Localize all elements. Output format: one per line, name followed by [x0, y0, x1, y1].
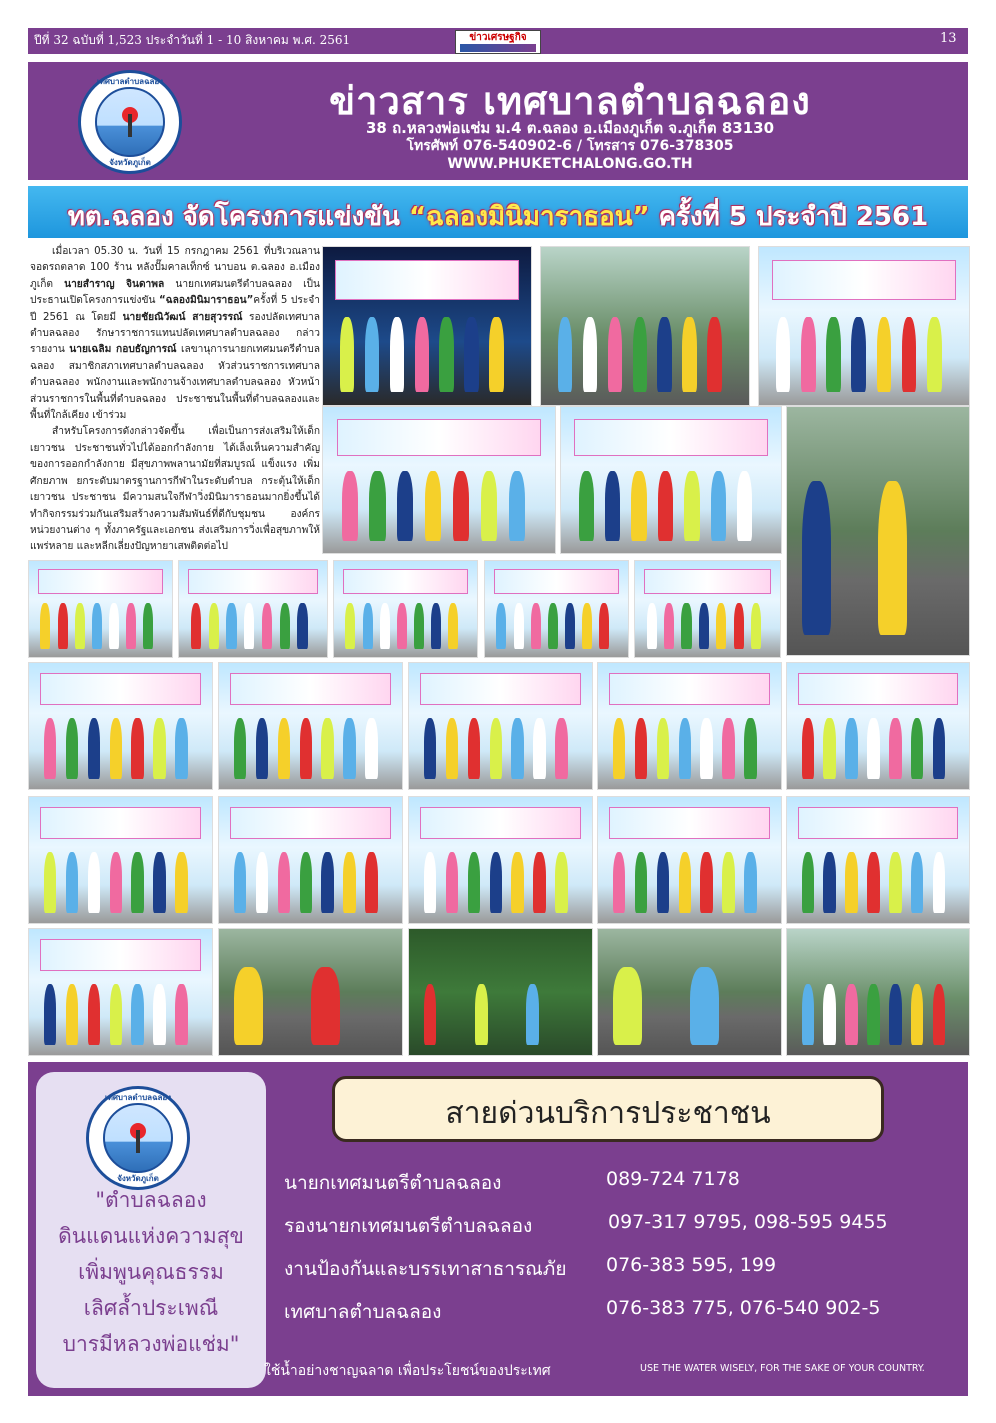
person-figure	[280, 603, 290, 649]
event-photo	[786, 662, 970, 790]
event-photo	[786, 796, 970, 924]
person-figure	[734, 603, 744, 649]
person-figure	[722, 718, 735, 778]
event-banner	[574, 419, 768, 456]
person-figure	[278, 852, 291, 912]
event-name: “ฉลองมินิมาราธอน”	[158, 295, 254, 307]
person-figure	[867, 718, 880, 778]
event-banner	[420, 673, 581, 705]
page-number: 13	[940, 31, 957, 46]
person-figure	[555, 718, 568, 778]
event-banner	[40, 673, 201, 705]
event-banner	[38, 569, 164, 594]
newsletter-title: ข่าวสาร เทศบาลตำบลฉลอง	[329, 79, 811, 123]
person-figure	[343, 718, 356, 778]
event-photo	[28, 662, 213, 790]
article-paragraph-2: สำหรับโครงการดังกล่าวจัดขึ้น เพื่อเป็นการส่งเสริมให้เด็ก เยาวชน ประชาชนทั่วไปได้ออกกำลังกาย ได้เล็งเห็นความสำคัญของการออกกำลังกาย มีสุขภาพพลานามัยที่สมบูรณ์ แข็งแรง เพิ่มศักยภาพ ยกระดับมาตรฐานการกีฬาในระดับตำบล กระตุ้นให้เด็ก เยาวชน ประชาชน มีความสนใจกีฬาวิ่งมินิมาราธอนมากยิ่งขึ้นได้ทำกิจกรรมร่วมกันเสริมสร้างความสัมพันธ์ที่ดีกับชุมชน องค์กร หน่วยงานต่าง ๆ ทั้งภาครัฐและเอกชน ส่งเสริมการวิ่งเพื่อสุขภาพให้แพร่หลาย และหลีกเลี่ยงปัญหายาเสพติดต่อไป	[30, 426, 320, 553]
hotline-label: นายกเทศมนตรีตำบลฉลอง	[284, 1172, 502, 1194]
person-figure	[468, 852, 481, 912]
person-figure	[446, 718, 459, 778]
person-figure	[311, 967, 340, 1045]
person-figure	[851, 317, 866, 393]
person-figure	[548, 603, 558, 649]
person-figure	[744, 718, 757, 778]
person-figure	[397, 603, 407, 649]
person-figure	[690, 967, 719, 1045]
person-figure	[911, 718, 924, 778]
event-photo	[408, 662, 593, 790]
hotline-number: 097-317 9795, 098-595 9455	[608, 1211, 888, 1233]
seal-ring-text: เทศบาลตำบลฉลอง	[104, 1093, 172, 1102]
person-figure	[226, 603, 236, 649]
person-figure	[175, 852, 188, 912]
person-figure	[363, 603, 373, 649]
headline-highlight: “ฉลองมินิมาราธอน”	[408, 202, 650, 232]
person-figure	[489, 317, 504, 393]
person-figure	[613, 852, 626, 912]
person-figure	[635, 718, 648, 778]
person-figure	[599, 603, 609, 649]
event-photo	[758, 246, 970, 406]
person-figure	[369, 471, 385, 541]
event-banner	[230, 673, 391, 705]
person-figure	[533, 852, 546, 912]
person-figure	[153, 852, 166, 912]
event-photo	[28, 560, 173, 658]
seal-tower	[128, 114, 132, 136]
person-figure	[66, 718, 79, 778]
article-paragraph-1	[30, 244, 320, 424]
person-figure	[613, 718, 626, 778]
headline-post: ครั้งที่ 5 ประจำปี 2561	[649, 202, 929, 232]
event-photo	[484, 560, 629, 658]
person-figure	[579, 471, 594, 541]
event-photo	[322, 406, 556, 554]
person-figure	[889, 984, 902, 1044]
person-figure	[431, 603, 441, 649]
seal-ring-text: เทศบาลตำบลฉลอง	[96, 77, 164, 86]
event-photo	[597, 796, 782, 924]
person-figure	[490, 718, 503, 778]
person-figure	[878, 481, 907, 635]
article-text: รองปลัดเทศบาลตำบลฉลอง รักษาราชการแทนปลัดเทศบาลตำบลฉลอง กล่าวรายงาน	[30, 311, 320, 356]
hotline-number: 076-383 775, 076-540 902-5	[606, 1297, 881, 1319]
person-figure	[278, 718, 291, 778]
water-campaign-thai: ใช้น้ำอย่างชาญฉลาด เพื่อประโยชน์ของประเทศ	[264, 1363, 551, 1379]
headline-pre: ทต.ฉลอง จัดโครงการแข่งขัน	[67, 202, 409, 232]
person-figure	[911, 984, 924, 1044]
person-figure	[175, 718, 188, 778]
person-figure	[44, 984, 57, 1044]
person-figure	[927, 317, 942, 393]
event-photo	[408, 928, 593, 1056]
person-figure	[365, 852, 378, 912]
person-figure	[555, 852, 568, 912]
event-photo	[597, 662, 782, 790]
person-figure	[110, 852, 123, 912]
person-figure	[700, 718, 713, 778]
person-figure	[92, 603, 102, 649]
event-photo	[178, 560, 328, 658]
water-campaign-english: USE THE WATER WISELY, FOR THE SAKE OF YOUR COUNTRY.	[640, 1363, 925, 1374]
person-figure	[933, 984, 946, 1044]
person-figure	[707, 317, 722, 393]
person-figure	[802, 852, 815, 912]
event-photo	[634, 560, 781, 658]
person-figure	[153, 984, 166, 1044]
person-figure	[776, 317, 791, 393]
municipality-seal-icon	[86, 1086, 190, 1190]
event-banner	[609, 673, 770, 705]
event-banner	[335, 260, 518, 300]
person-figure	[511, 718, 524, 778]
person-figure	[365, 718, 378, 778]
person-figure	[153, 718, 166, 778]
person-name: นายชัยณิวัฒน์ สายสุวรรณ์	[122, 311, 243, 323]
event-banner	[798, 807, 958, 839]
person-figure	[365, 317, 380, 393]
person-figure	[867, 984, 880, 1044]
person-figure	[468, 718, 481, 778]
event-photo	[786, 406, 970, 656]
slogan-line: ดินแดนแห่งความสุข	[58, 1224, 244, 1248]
person-figure	[711, 471, 726, 541]
event-banner	[609, 807, 770, 839]
person-figure	[558, 317, 573, 393]
event-photo	[322, 246, 532, 406]
event-photo	[408, 796, 593, 924]
person-figure	[297, 603, 307, 649]
person-figure	[802, 984, 815, 1044]
person-figure	[143, 603, 153, 649]
hotline-number: 089-724 7178	[606, 1168, 740, 1190]
person-figure	[244, 603, 254, 649]
article-body	[30, 244, 320, 556]
seal-emblem	[95, 87, 165, 157]
event-photo	[28, 928, 213, 1056]
person-figure	[300, 852, 313, 912]
event-banner	[494, 569, 620, 594]
event-photo	[597, 928, 782, 1056]
person-figure	[699, 603, 709, 649]
person-figure	[256, 718, 269, 778]
person-figure	[490, 852, 503, 912]
person-figure	[823, 984, 836, 1044]
event-banner	[337, 419, 541, 456]
seal-emblem	[103, 1103, 173, 1173]
person-figure	[605, 471, 620, 541]
person-figure	[902, 317, 917, 393]
person-figure	[867, 852, 880, 912]
person-figure	[234, 718, 247, 778]
person-figure	[481, 471, 497, 541]
person-figure	[234, 852, 247, 912]
person-figure	[110, 984, 123, 1044]
municipality-address: 38 ถ.หลวงพ่อแช่ม ม.4 ต.ฉลอง อ.เมืองภูเก็ต จ.ภูเก็ต 83130	[365, 119, 775, 137]
event-banner	[40, 807, 201, 839]
person-name: นายเฉลิม กอบธัญการณ์	[69, 344, 177, 356]
person-figure	[475, 984, 488, 1044]
person-figure	[509, 471, 525, 541]
event-photo	[560, 406, 782, 554]
person-figure	[583, 317, 598, 393]
person-figure	[845, 984, 858, 1044]
article-text: ครั้งที่ 5 ประจำปี 2561 ณ โดยมี	[30, 295, 320, 323]
event-photo	[218, 928, 403, 1056]
hotline-label: รองนายกเทศมนตรีตำบลฉลอง	[284, 1215, 533, 1237]
person-figure	[933, 718, 946, 778]
person-figure	[565, 603, 575, 649]
event-photo	[28, 796, 213, 924]
person-figure	[234, 967, 263, 1045]
person-figure	[526, 984, 539, 1044]
person-figure	[531, 603, 541, 649]
person-figure	[342, 471, 358, 541]
hotline-number: 076-383 595, 199	[606, 1254, 777, 1276]
person-figure	[191, 603, 201, 649]
hotline-title: สายด่วนบริการประชาชน	[445, 1096, 771, 1131]
person-figure	[109, 603, 119, 649]
person-figure	[682, 317, 697, 393]
person-figure	[933, 852, 946, 912]
person-figure	[496, 603, 506, 649]
article-text: เลขานุการนายกเทศมนตรีตำบลฉลอง สมาชิกสภาเทศบาลตำบลฉลอง หัวส่วนราชการเทศบาลตำบลฉลอง พนักงานและพนักงานจ้างเทศบาลตำบลฉลอง หัวหน้าส่วนราชการในพื้นที่ตำบลฉลอง ประชาชนในพื้นที่ตำบลฉลองและพื้นที่ใกล้เคียง เข้าร่วม	[30, 344, 320, 422]
municipality-phone: โทรศัพท์ 076-540902-6 / โทรสาร 076-378305	[406, 138, 734, 154]
person-figure	[88, 984, 101, 1044]
person-figure	[679, 852, 692, 912]
person-figure	[40, 603, 50, 649]
municipality-website: WWW.PHUKETCHALONG.GO.TH	[447, 156, 693, 172]
newspaper-name: ข่าวเศรษฐกิจ	[469, 32, 527, 43]
person-figure	[608, 317, 623, 393]
article-text: เมื่อเวลา 05.30 น. วันที่ 15 กรกฎาคม 2561 ที่บริเวณลานจอดรถตลาด 100 ร้าน หลังปั๊มคาลเท็กซ์ นาบอน ต.ฉลอง อ.เมืองภูเก็ต	[30, 246, 320, 290]
person-figure	[88, 718, 101, 778]
person-figure	[514, 603, 524, 649]
person-figure	[823, 718, 836, 778]
event-photo	[218, 662, 403, 790]
person-figure	[439, 317, 454, 393]
person-figure	[889, 852, 902, 912]
person-figure	[657, 718, 670, 778]
person-figure	[582, 603, 592, 649]
person-figure	[256, 852, 269, 912]
article-text: นายกเทศมนตรีตำบลฉลอง เป็นประธานเปิดโครงการแข่งขัน	[30, 278, 320, 307]
event-photo	[333, 560, 478, 658]
person-figure	[390, 317, 405, 393]
person-figure	[131, 718, 144, 778]
person-figure	[424, 718, 437, 778]
person-figure	[126, 603, 136, 649]
person-figure	[700, 852, 713, 912]
person-figure	[716, 603, 726, 649]
person-figure	[657, 317, 672, 393]
event-banner	[420, 807, 581, 839]
person-figure	[889, 718, 902, 778]
person-figure	[511, 852, 524, 912]
person-figure	[684, 471, 699, 541]
person-figure	[823, 852, 836, 912]
person-figure	[340, 317, 355, 393]
municipality-slogan	[36, 1182, 266, 1362]
person-figure	[131, 984, 144, 1044]
person-figure	[448, 603, 458, 649]
person-figure	[681, 603, 691, 649]
person-figure	[414, 603, 424, 649]
person-figure	[533, 718, 546, 778]
article-headline	[28, 196, 968, 237]
person-figure	[658, 471, 673, 541]
person-figure	[877, 317, 892, 393]
person-figure	[657, 852, 670, 912]
person-figure	[321, 718, 334, 778]
person-figure	[446, 852, 459, 912]
person-figure	[58, 603, 68, 649]
person-figure	[88, 852, 101, 912]
person-figure	[664, 603, 674, 649]
seal-tower	[136, 1130, 140, 1152]
person-figure	[631, 471, 646, 541]
person-figure	[679, 718, 692, 778]
person-figure	[826, 317, 841, 393]
person-figure	[424, 852, 437, 912]
person-figure	[425, 471, 441, 541]
person-figure	[802, 718, 815, 778]
person-figure	[75, 603, 85, 649]
municipality-seal-icon	[78, 70, 182, 174]
person-figure	[453, 471, 469, 541]
person-figure	[343, 852, 356, 912]
person-figure	[647, 603, 657, 649]
person-figure	[464, 317, 479, 393]
person-figure	[751, 603, 761, 649]
event-banner	[772, 260, 957, 300]
event-photo	[540, 246, 750, 406]
person-figure	[262, 603, 272, 649]
event-banner	[798, 673, 958, 705]
person-figure	[397, 471, 413, 541]
person-figure	[722, 852, 735, 912]
person-figure	[845, 852, 858, 912]
person-figure	[44, 852, 57, 912]
newspaper-logo-stripe	[460, 44, 536, 52]
event-banner	[230, 807, 391, 839]
person-figure	[321, 852, 334, 912]
event-banner	[40, 939, 201, 971]
person-figure	[44, 718, 57, 778]
person-figure	[845, 718, 858, 778]
person-figure	[424, 984, 437, 1044]
person-figure	[380, 603, 390, 649]
event-banner	[644, 569, 772, 594]
slogan-line: เลิศล้ำประเพณี	[83, 1296, 219, 1320]
issue-info: ปีที่ 32 ฉบับที่ 1,523 ประจำวันที่ 1 - 10 สิงหาคม พ.ศ. 2561	[34, 33, 351, 47]
event-banner	[188, 569, 318, 594]
person-figure	[633, 317, 648, 393]
person-figure	[911, 852, 924, 912]
person-figure	[110, 718, 123, 778]
person-figure	[744, 852, 757, 912]
person-figure	[415, 317, 430, 393]
slogan-line: บารมีหลวงพ่อแช่ม"	[62, 1332, 240, 1356]
slogan-line: "ตำบลฉลอง	[95, 1188, 207, 1212]
person-figure	[345, 603, 355, 649]
person-figure	[175, 984, 188, 1044]
person-figure	[802, 481, 831, 635]
person-figure	[66, 984, 79, 1044]
person-figure	[613, 967, 642, 1045]
person-figure	[209, 603, 219, 649]
person-figure	[300, 718, 313, 778]
person-figure	[737, 471, 752, 541]
event-photo	[786, 928, 970, 1056]
person-figure	[635, 852, 648, 912]
newspaper-logo	[455, 30, 541, 54]
hotline-label: งานป้องกันและบรรเทาสาธารณภัย	[284, 1258, 567, 1280]
person-figure	[131, 852, 144, 912]
slogan-line: เพิ่มพูนคุณธรรม	[78, 1260, 224, 1284]
person-figure	[66, 852, 79, 912]
event-photo	[218, 796, 403, 924]
seal-province-text: จังหวัดภูเก็ต	[109, 158, 151, 167]
event-banner	[343, 569, 469, 594]
seal-province-text: จังหวัดภูเก็ต	[117, 1174, 159, 1183]
person-figure	[801, 317, 816, 393]
person-name: นายสำราญ จินดาพล	[64, 278, 165, 290]
hotline-label: เทศบาลตำบลฉลอง	[284, 1301, 442, 1323]
